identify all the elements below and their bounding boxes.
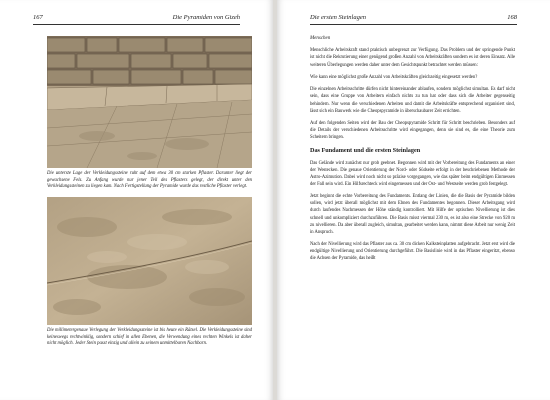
casing-stones-photo: [47, 36, 252, 168]
paragraph: Jetzt beginnt die echte Vorbereitung des Fundaments. Entlang der Linien, die die Basis der Pyramide bilden sollen, wird jetzt überall möglichst mit dem Ebnen des Fundamentes begonnen. Dieser Arbeitsgang wird durch laufendes Nachmessen der Höhe ständig kontrolliert. Mit Hilfe der optischen Nivellierung ist dies schnell und unkompliziert durchzuführen. Die Basis misst viermal 230 m, es ist also eine Strecke von 920 m zu nivellieren. Da aber überall zugleich, simultan, gearbeitet werden kann, nimmt diese Arbeit nur wenig Zeit in Anspruch.: [310, 194, 515, 235]
paragraph: Die einzelnen Arbeitsschritte dürfen nicht hintereinander ablaufen, sondern möglichst simultan. Es darf nicht sein, dass eine Gruppe von Arbeitern einfach nichts zu tun hat oder dass sich die Arbeiter gegenseitig behindern. Nur wenn die verschiedenen Arbeiten und damit die Arbeitskräfte entsprechend organisiert sind, lässt sich ein Bauwerk wie die Cheopspyramide in überschaubarer Zeit errichten.: [310, 87, 515, 114]
left-running-head: [33, 14, 240, 22]
right-running-title: Die ersten Steinlagen: [310, 14, 366, 21]
left-page: [0, 0, 273, 400]
header-rule: [310, 24, 517, 25]
right-page: [277, 0, 550, 400]
photo-1-caption: Die unterste Lage der Verkleidungssteine ruht auf dem etwa 30 cm starken Pflaster. Darunter liegt der gewachsene Fels. Zu Anfang wurde nur jener Teil des Pflasters gelegt, der direkt unter den Verkleidungssteinen zu liegen kam. Nach Fertigstellung der Pyramide wurde das restliche Pflaster verlegt.: [47, 171, 252, 189]
paragraph: Nach der Nivellierung wird das Pflaster aus ca. 30 cm dicken Kalksteinplatten aufgebracht. Jetzt erst wird die endgültige Nivellierung und Orientierung durchgeführt. Die Basislinie wird in das Pflaster eingeritzt, ebenso die Achsen der Pyramide, das heißt: [310, 242, 515, 262]
left-page-number: 167: [33, 14, 43, 21]
casing-joint-photo: [47, 197, 252, 325]
subheading-menschen: Menschen: [310, 36, 331, 41]
left-running-title: Die Pyramiden von Gizeh: [172, 14, 240, 21]
photo-2-caption: Die millimetergenaue Verlegung der Verkleidungssteine ist bis heute ein Rätsel. Die Verkleidungssteine sind keineswegs rechtwinklig, sondern schief in allen Ebenen, die Verwendung eines rechten Winkels ist daher nicht möglich. Jeder Stein passt einzig und allein zu seinem unmittelbaren Nachbarn.: [47, 328, 252, 346]
paragraph: Wie kann eine möglichst große Anzahl von Arbeitskräften gleichzeitig eingesetzt werden?: [310, 74, 478, 80]
paragraph: Das Gelände wird zunächst nur grob geebnet. Begonnen wird mit der Vorbereitung des Fundaments an einer der Westecken. Die genaue Orientierung der Nord- oder Südseite erfolgt in der beschriebenen Methode der Astro-Azimution. Dabei wird noch nicht so präzise vorgegangen, wie das später beim endgültigen Einmessen der Fall sein wird. Ein Hilfsrechteck wird eingemessen und der Ost- und Westseite werden grob festgelegt.: [310, 160, 515, 187]
paragraph: Auf den folgenden Seiten wird der Bau der Cheopspyramide Schritt für Schritt beschrieben. Besonders auf die Details der verschiedenen Arbeitsschritte wird eingegangen, denn sie sind es, die eine Theorie zum Scheitern bringen.: [310, 121, 515, 141]
section-heading: Das Fundament und die ersten Steinlagen: [310, 146, 421, 154]
text-column: [310, 36, 515, 268]
right-page-number: 168: [507, 14, 517, 21]
paragraph: Menschliche Arbeitskraft stand praktisch unbegrenzt zur Verfügung. Das Problem und der springende Punkt ist nicht die Rekrutierung einer genügend großen Anzahl von Arbeitskräften sondern es ist deren Einsatz. Alle weiteren Überlegungen werden daher unter dem Gesichtspunkt betrachtet werden müssen:: [310, 48, 515, 68]
header-rule: [33, 24, 240, 25]
right-running-head: [310, 14, 517, 22]
